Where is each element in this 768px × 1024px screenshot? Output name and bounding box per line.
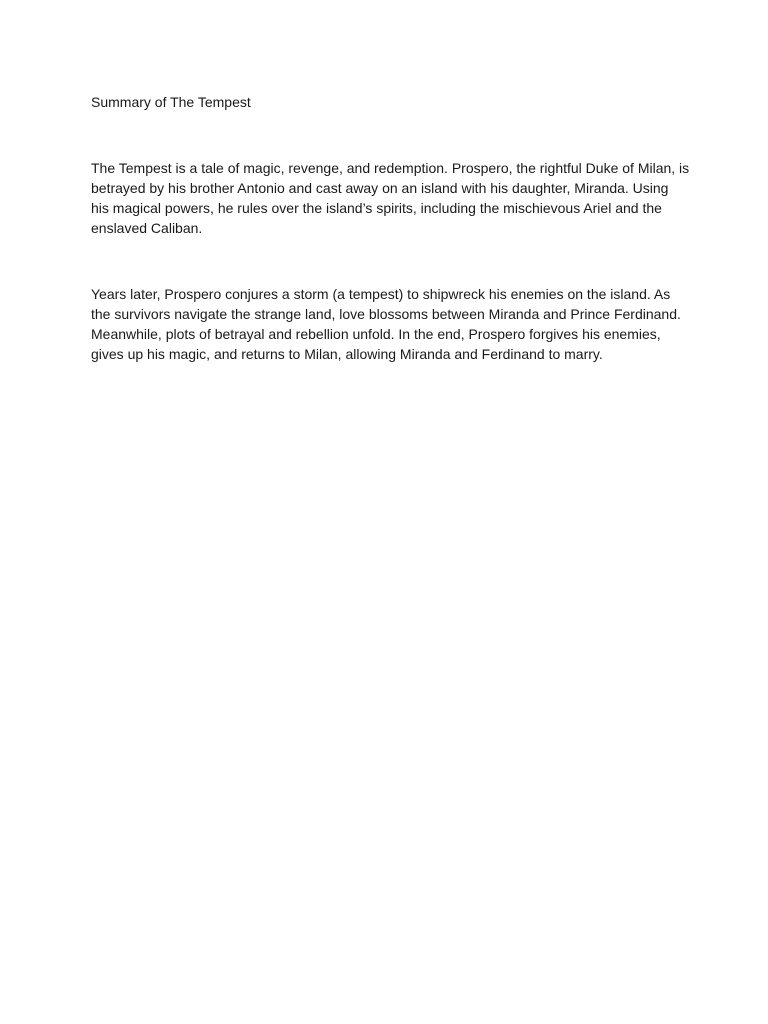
paragraph-line: his magical powers, he rules over the island’s spirits, including the mischievous Ariel and the [91, 200, 662, 216]
paragraph-line: the survivors navigate the strange land, love blossoms between Miranda and Prince Ferdinand. [91, 306, 681, 322]
paragraph-1 [91, 158, 691, 238]
paragraph-line: Years later, Prospero conjures a storm (a tempest) to shipwreck his enemies on the island. As [91, 286, 671, 302]
paragraph-line: enslaved Caliban. [91, 220, 203, 236]
paragraph-2 [91, 284, 691, 364]
paragraph-line: gives up his magic, and returns to Milan, allowing Miranda and Ferdinand to marry. [91, 346, 603, 362]
paragraph-line: Meanwhile, plots of betrayal and rebellion unfold. In the end, Prospero forgives his enemies, [91, 326, 661, 342]
paragraph-line: The Tempest is a tale of magic, revenge, and redemption. Prospero, the rightful Duke of Milan, is [91, 160, 690, 176]
paragraph-line: betrayed by his brother Antonio and cast away on an island with his daughter, Miranda. Using [91, 180, 669, 196]
document-title: Summary of The Tempest [91, 94, 251, 110]
